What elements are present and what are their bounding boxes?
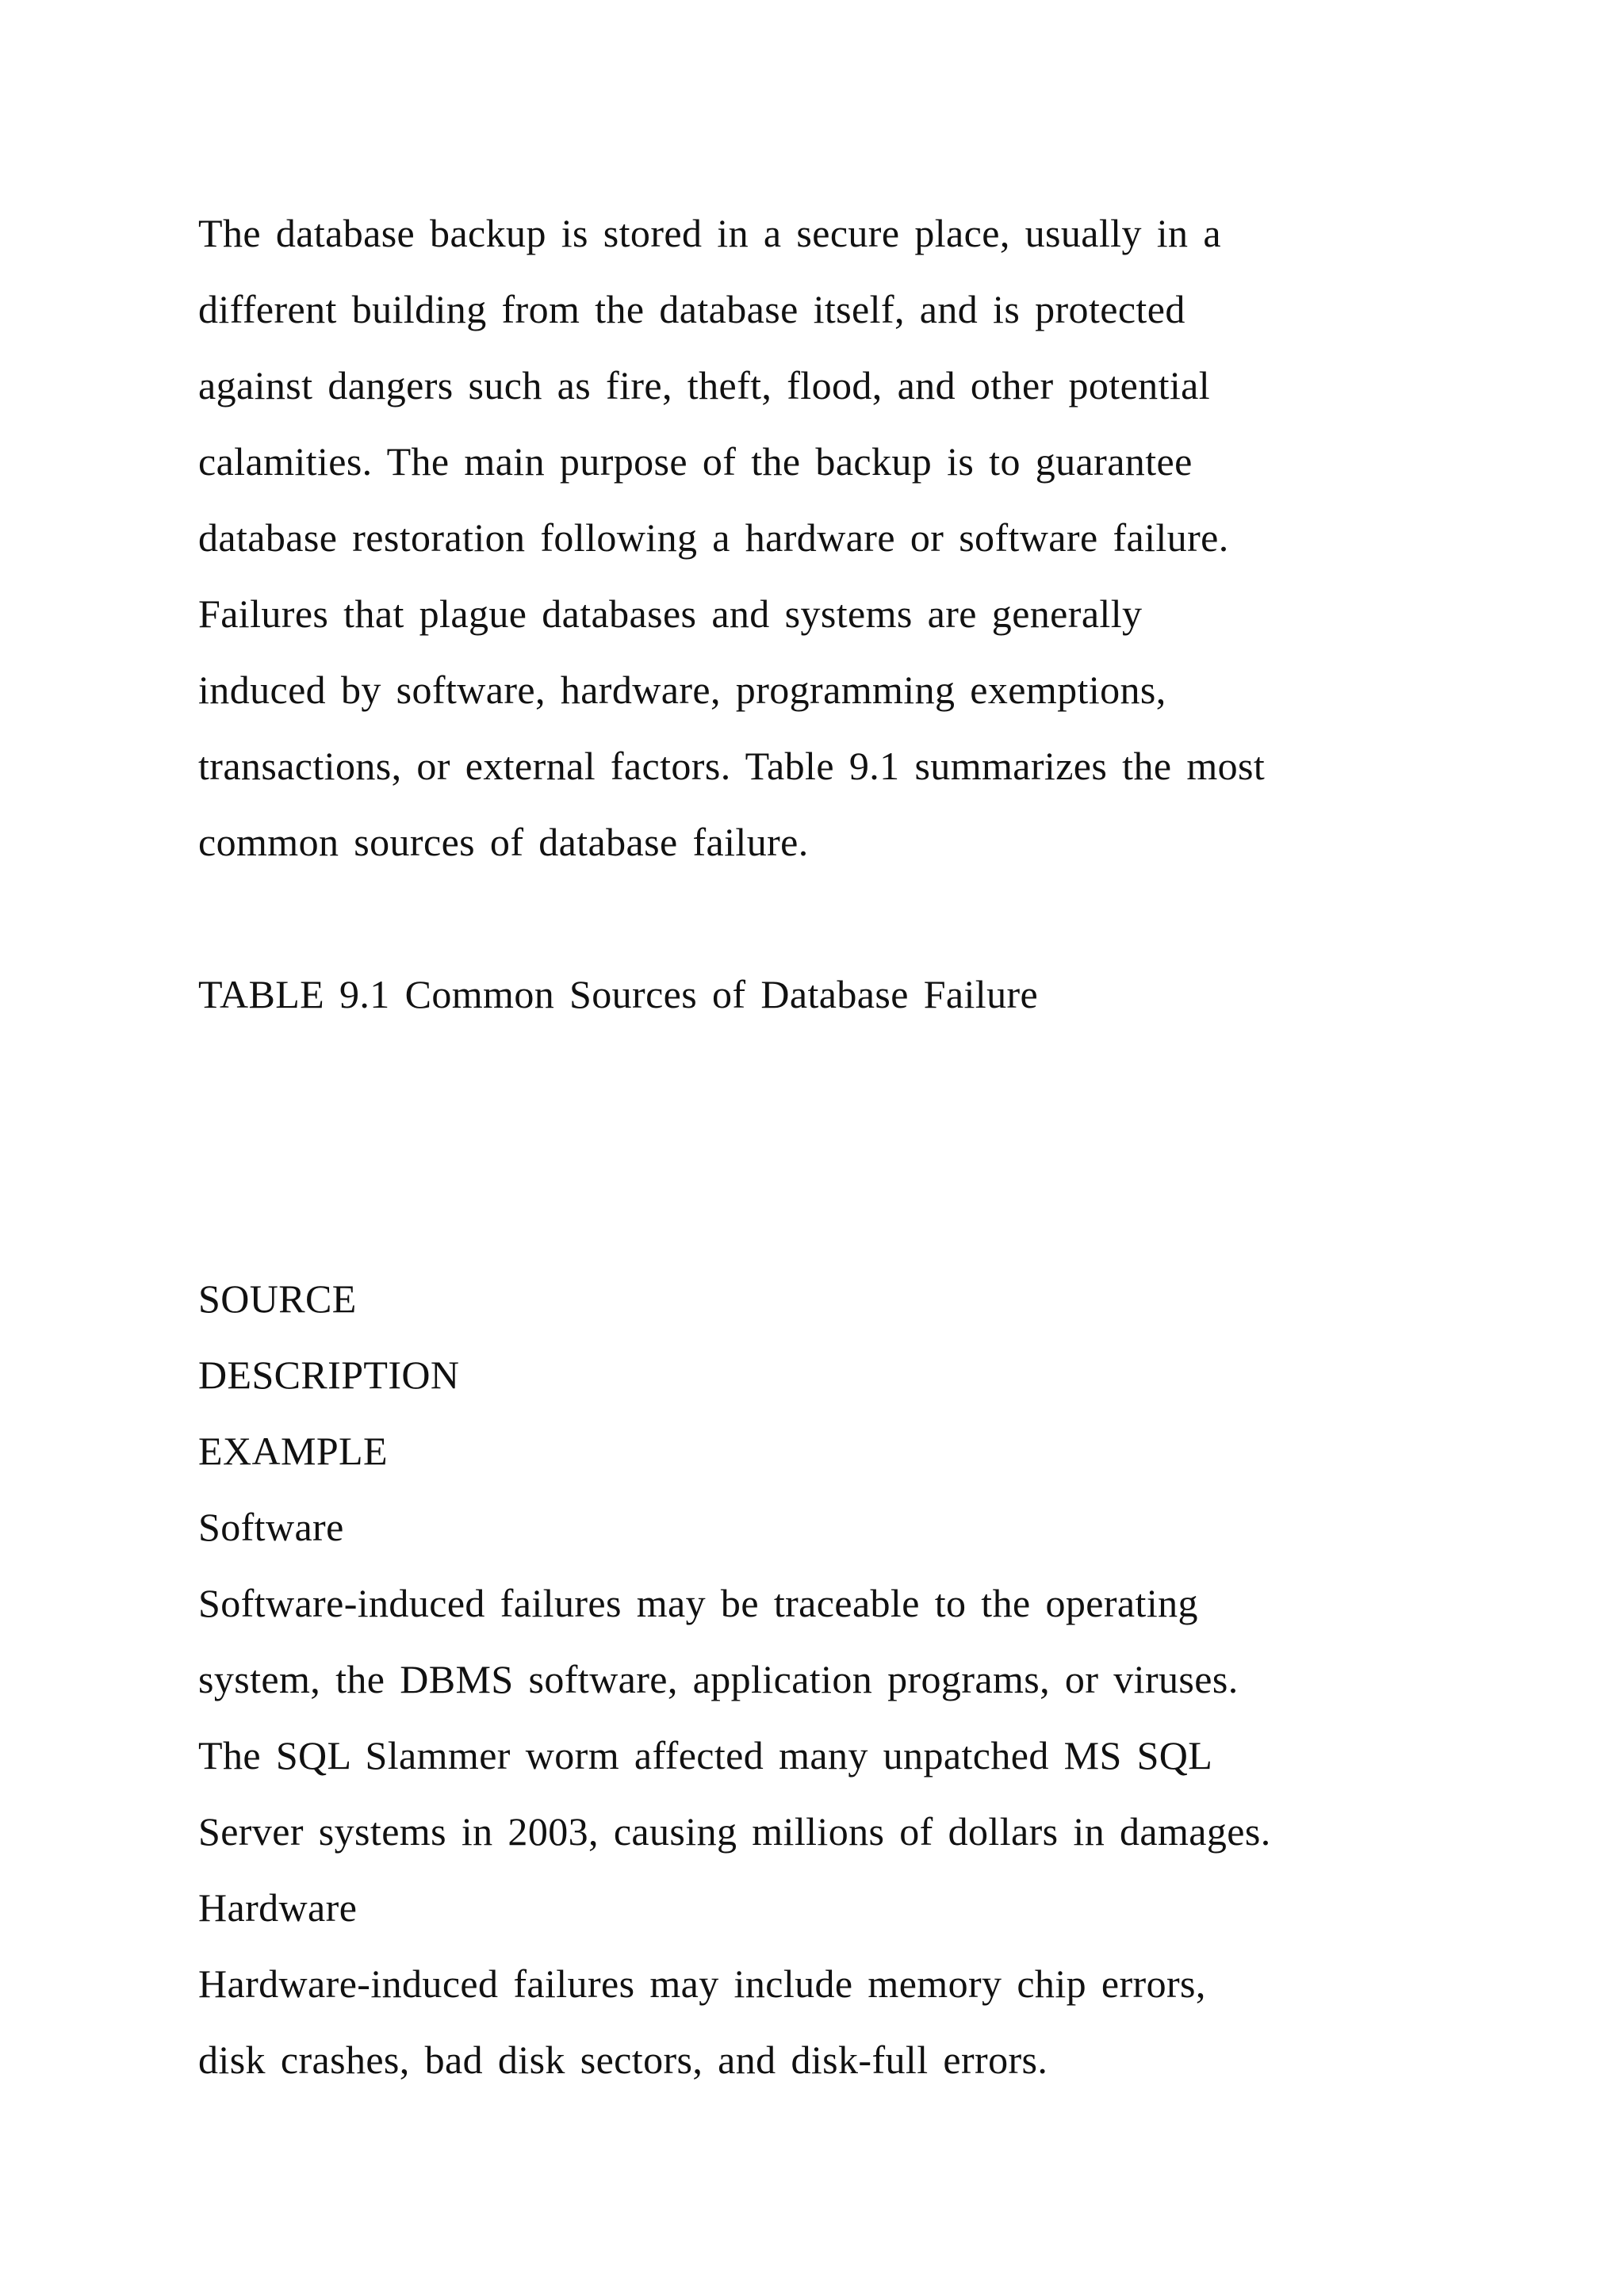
paragraph-line: calamities. The main purpose of the backup is to guarantee [198,439,1193,484]
row-example-line: The SQL Slammer worm affected many unpatched MS SQL [198,1733,1213,1777]
table-caption: TABLE 9.1 Common Sources of Database Failure [198,972,1039,1016]
paragraph-line: transactions, or external factors. Table 9.1 summarizes the most [198,744,1266,788]
column-header-description: DESCRIPTION [198,1353,460,1397]
table-header [198,1261,1435,1489]
row-description-line: Software-induced failures may be traceable to the operating [198,1581,1198,1625]
paragraph-spacer [198,880,1435,956]
body-paragraph [198,195,1435,880]
row-description-line: disk crashes, bad disk sectors, and disk-full errors. [198,2038,1048,2082]
row-example-line: Server systems in 2003, causing millions of dollars in damages. [198,1809,1271,1854]
row-source: Hardware [198,1885,358,1930]
column-header-source: SOURCE [198,1276,357,1321]
paragraph-line: induced by software, hardware, programming exemptions, [198,668,1166,712]
paragraph-line: common sources of database failure. [198,820,809,864]
paragraph-line: database restoration following a hardware or software failure. [198,515,1229,560]
table-row-software [198,1489,1435,1869]
paragraph-line: Failures that plague databases and systems are generally [198,591,1143,636]
row-description-line: Hardware-induced failures may include memory chip errors, [198,1961,1206,2006]
paragraph-line: The database backup is stored in a secure place, usually in a [198,211,1221,255]
caption-spacer [198,1032,1435,1261]
table-row-hardware [198,1869,1435,2098]
text-column [198,195,1435,2098]
paragraph-line: different building from the database itself, and is protected [198,287,1185,331]
paragraph-line: against dangers such as fire, theft, flood, and other potential [198,363,1211,408]
column-header-example: EXAMPLE [198,1429,388,1473]
row-source: Software [198,1505,344,1549]
row-description-line: system, the DBMS software, application programs, or viruses. [198,1657,1239,1701]
